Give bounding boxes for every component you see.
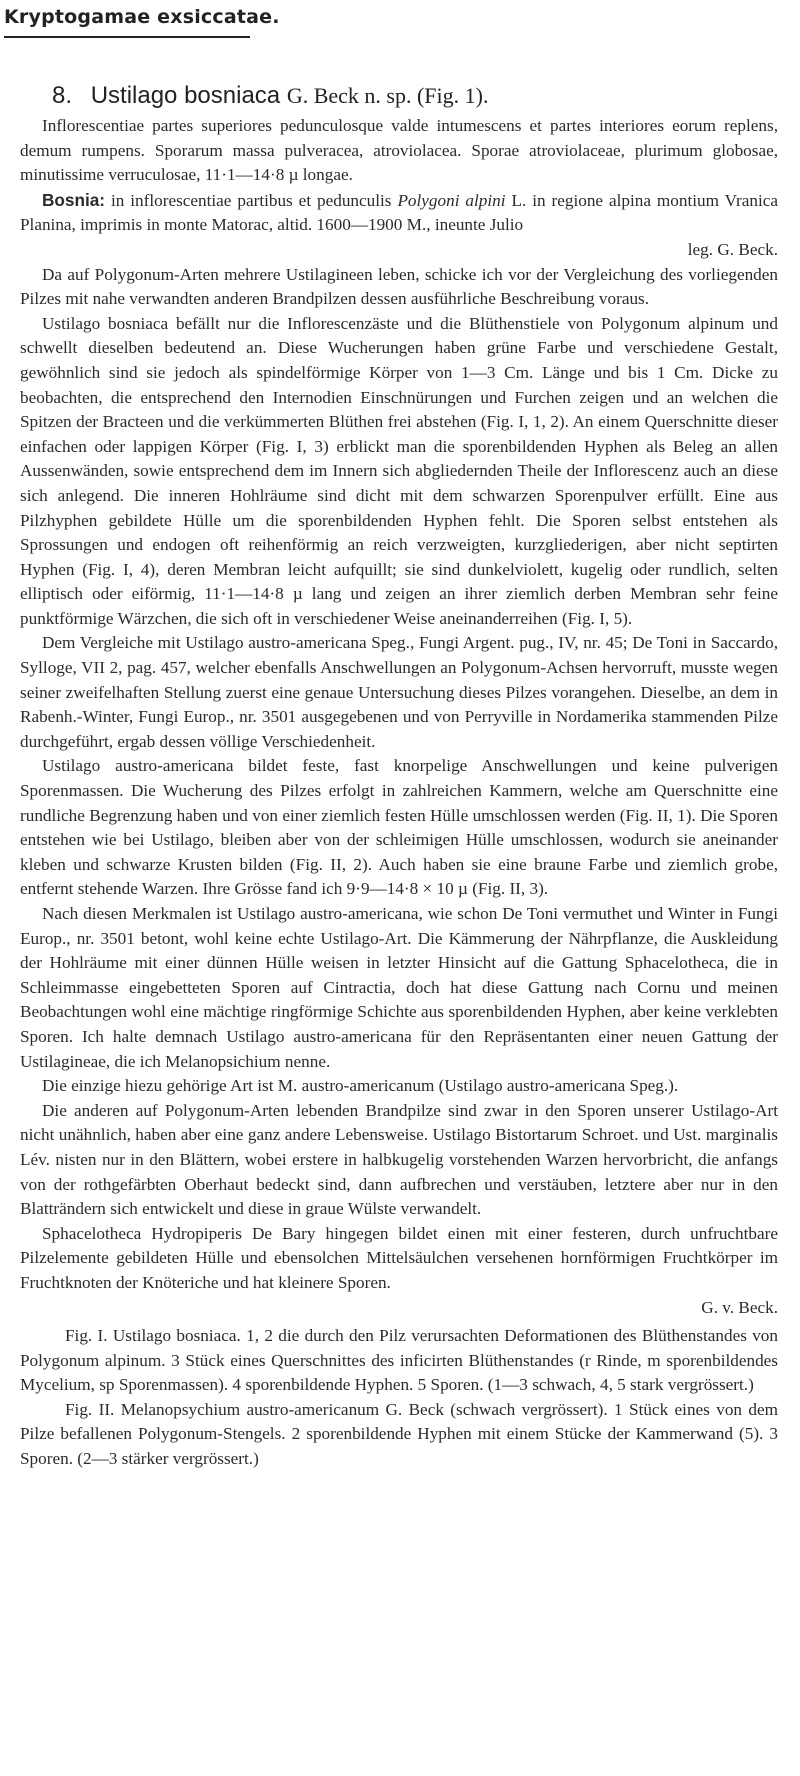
paragraph-single-species: Die einzige hiezu gehörige Art ist M. austro-americanum (Ustilago austro-americana Speg.). [42, 1076, 679, 1096]
paragraph-comparison: Dem Vergleiche mit Ustilago austro-americana Speg., Fungi Argent. pug., IV, nr. 45; De Toni in Saccardo, Sylloge, VII 2, pag. 457, welcher ebenfalls Anschwellungen an Polygonum-Achsen hervorruft, musste wegen seiner zweifelhaften Stellung zuerst eine genaue Untersuchung dieses Pilzes vorangehen. Dieselbe, an dem in Rabenh.-Winter, Fungi Europ., nr. 3501 ausgegebenen und von Perryville in Nordamerika stammenden Pilze durchgeführt, ergab dessen völlige Verschiedenheit. [20, 633, 778, 751]
entry-title [52, 82, 778, 110]
paragraph-other-smuts: Die anderen auf Polygonum-Arten lebenden Brandpilze sind zwar in den Sporen unserer Ustilago-Art nicht unähnlich, haben aber eine ganz andere Lebensweise. Ustilago Bistortarum Schroet. und Ust. marginalis Lév. nisten nur in den Blättern, wobei erstere in halbkugelig vorstehenden Warzen hervorbricht, die anfangs von der rothgefärbten Oberhaut bedeckt sind, dann aufbrechen und verstäuben, letztere aber nur in den Blatträndern sich entwickelt und diese in graue Wülste verwandelt. [20, 1100, 778, 1219]
caption-fig-1: Fig. I. Ustilago bosniaca. 1, 2 die durch den Pilz verursachten Deformationen des Blüthenstandes von Polygonum alpinum. 3 Stück eines Querschnittes des inficirten Blüthenstandes (r Rinde, m sporenbildendes Mycelium, sp Sporenmassen). 4 sporenbildende Hyphen. 5 Sporen. (1—3 schwach, 4, 5 stark vergrössert.) [20, 1326, 778, 1395]
latin-diagnosis: Inflorescentiae partes superiores pedunculosque valde intumescens et partes interiores eorum replens, demum rumpens. Sporarum massa pulveracea, atroviolacea. Sporae atroviolaceae, plurimum globosae, minutissime verruculosae, 11·1—14·8 µ longae. [20, 116, 778, 185]
caption-fig-2: Fig. II. Melanopsychium austro-americanum G. Beck (schwach vergrössert). 1 Stück eines von dem Pilze befallenen Polygonum-Stengels. 2 sporenbildende Hyphen mit einem Stücke der Kammerwand (5). 3 Sporen. (2—3 stärker vergrössert.) [20, 1399, 778, 1469]
paragraph-sphacelotheca: Sphacelotheca Hydropiperis De Bary hingegen bildet einen mit einer festeren, durch unfruchtbare Pilzelemente gebildeten Hülle und ebensolchen Mittelsäulchen versehenen hornförmigen Fruchtkörper im Fruchtknoten der Knöteriche und hat kleinere Sporen. [20, 1223, 778, 1292]
locality-label: Bosnia: [42, 189, 106, 210]
species-authority: G. Beck n. sp. (Fig. 1). [286, 83, 489, 108]
entry-number: 8. [52, 82, 73, 109]
species-name: Ustilago bosniaca [90, 82, 281, 109]
locality-host: Polygoni alpini [397, 190, 506, 210]
signature: G. v. Beck. [701, 1297, 778, 1317]
article-body [20, 82, 778, 1472]
locality-text-2: L. in regione alpina montium Vranica Planina, imprimis in monte Matorac, altid. 1600—1900 M., ineunte Julio [20, 190, 778, 235]
locality [20, 188, 778, 238]
paragraph-austro-americana: Ustilago austro-americana bildet feste, fast knorpelige Anschwellungen und keine pulverigen Sporenmassen. Die Wucherung des Pilzes erfolgt in zahlreichen Kammern, welche am Querschnitte eine rundliche Begrenzung haben und von einer ziemlich festen Hülle umschlossen werden (Fig. II, 1). Die Sporen entstehen wie bei Ustilago, bleiben aber von der schleimigen Hülle umschlossen, wodurch sie aneinander kleben und schwarze Krusten bilden (Fig. II, 2). Auch haben sie eine braune Farbe und ziemlich grobe, entfernt stehende Warzen. Ihre Grösse fand ich 9·9—14·8 × 10 µ (Fig. II, 3). [20, 756, 778, 899]
running-header: Kryptogamae exsiccatae. [4, 6, 280, 28]
paragraph-description: Ustilago bosniaca befällt nur die Inflorescenzäste und die Blüthenstiele von Polygonum alpinum und schwellt dieselben bedeutend an. Diese Wucherungen haben grüne Farbe und verschiedene Gestalt, gewöhnlich sind sie jedoch als spindelförmige Körper von 1—3 Cm. Länge und bis 1 Cm. Dicke zu beobachten, die entsprechend den Internodien Einschnürungen und Furchen zeigen und an welchen die Spitzen der Bracteen und die verkümmerten Blüthen frei abstehen (Fig. I, 1, 2). An einem Querschnitte dieser einfachen oder lappigen Körper (Fig. I, 3) erblickt man die sporenbildenden Hyphen als Beleg an allen Aussenwänden, sowie entsprechend dem im Innern sich abgliedernden Theile der Inflorescenz auch an diese sich anlegend. Die inneren Hohlräume sind dicht mit dem schwarzen Sporenpulver erfüllt. Eine aus Pilzhyphen gebildete Hülle um die sporenbildenden Hyphen fehlt. Die Sporen selbst entstehen als Sprossungen und endogen oft reihenförmig an reich verzweigten, kurzgliederigen, aber nicht septirten Hyphen (Fig. I, 4), deren Membran leicht aufquillt; sie sind dunkelviolett, kugelig oder rundlich, selten elliptisch oder eiförmig, 11·1—14·8 µ lang und zeigen an ihrer ziemlich derben Membran sehr feine punktförmige Wärzchen, die sich oft in verschiedener Weise aneinanderreihen (Fig. I, 5). [20, 313, 778, 628]
locality-text-1: in inflorescentiae partibus et pedunculis [110, 190, 392, 210]
collector: leg. G. Beck. [687, 239, 778, 259]
paragraph-melanopsichium: Nach diesen Merkmalen ist Ustilago austro-americana, wie schon De Toni vermuthet und Winter in Fungi Europ., nr. 3501 betont, wohl keine echte Ustilago-Art. Die Kämmerung der Nährpflanze, die Auskleidung der Hohlräume mit einer dünnen Hülle weisen in letzter Hinsicht auf die Gattung Sphacelotheca, die in Schleimmasse eingebetteten Sporen auf Cintractia, doch hat diese Gattung nach Cornu und meinen Beobachtungen wohl eine mächtige ringförmige Schichte aus sporenbildenden Hyphen, aber keine verklebten Sporen. Ich halte demnach Ustilago austro-americana für den Repräsentanten einer neuen Gattung der Ustilagineae, die ich Melanopsichium nenne. [20, 904, 778, 1071]
paragraph-intro: Da auf Polygonum-Arten mehrere Ustilagineen leben, schicke ich vor der Vergleichung des vorliegenden Pilzes mit nahe verwandten anderen Brandpilzen dessen ausführliche Beschreibung voraus. [20, 264, 778, 309]
header-rule [4, 36, 250, 38]
